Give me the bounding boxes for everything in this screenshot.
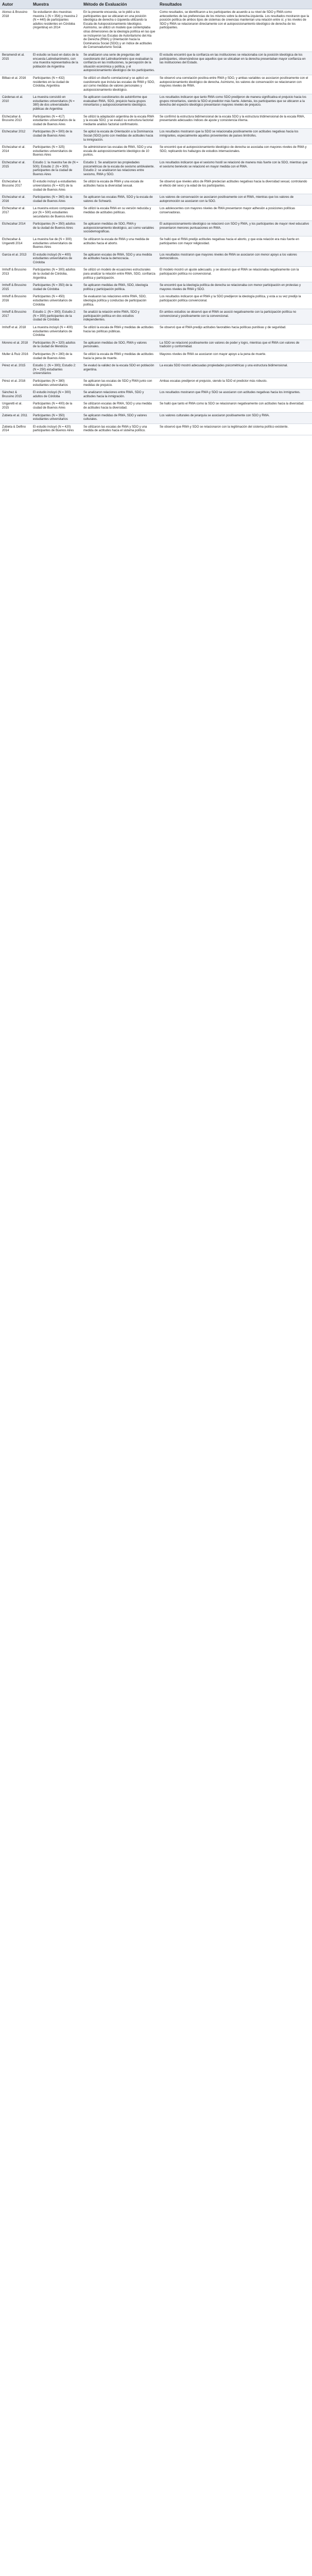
studies-table: [0, 0, 312, 435]
cell-metodo: Se analizaron una serie de preguntas del cuestionario del Latinobarómetro que evaluaban la confianza en las instituciones, la percepción de la situación económica y política, y el autoposicionamiento ideológico de los participantes.: [81, 52, 158, 75]
cell-metodo: Se aplicaron escalas de RWA, SDO y una medida de actitudes hacia la democracia.: [81, 251, 158, 267]
cell-autor: Pérez et al. 2015: [0, 363, 31, 378]
cell-muestra: La muestra fue de (N = 300) estudiantes universitarios de Buenos Aires: [31, 236, 81, 251]
cell-metodo: Se aplicó la escala de Orientación a la Dominancia Social (SDO) junto con medidas de actitudes hacia la inmigración.: [81, 129, 158, 144]
table-row: [0, 351, 312, 362]
table-row: [0, 236, 312, 251]
cell-muestra: Participantes (N = 500) de la ciudad de Buenos Aires: [31, 129, 81, 144]
cell-autor: Imhoff & Brussino 2017: [0, 309, 31, 325]
cell-resultados: El autoposicionamiento ideológico se relacionó con SDO y RWA, y los participantes de mayor nivel educativo presentaron menores puntuaciones en RWA.: [158, 221, 312, 236]
cell-autor: Etchezahar et al. 2016: [0, 194, 31, 206]
cell-muestra: Participantes (N = 380) estudiantes universitarios: [31, 378, 81, 389]
cell-autor: Muller & Ruiz 2016: [0, 351, 31, 362]
table-row: [0, 179, 312, 194]
cell-metodo: Se utilizó la escala de RWA y medidas de actitudes hacia las políticas públicas.: [81, 325, 158, 340]
cell-autor: Etchezahar & Brussino 2013: [0, 113, 31, 129]
cell-muestra: El estudio incluyó (N = 420) participantes de Buenos Aires: [31, 423, 81, 435]
cell-muestra: Participantes (N = 360) de la ciudad de Buenos Aires: [31, 194, 81, 206]
page: [0, 0, 312, 435]
cell-resultados: La escala SDO mostró adecuadas propiedades psicométricas y una estructura bidimensional.: [158, 363, 312, 378]
cell-resultados: Los resultados indicaron que el sexismo hostil se relacionó de manera más fuerte con la SDO, mientras que el sexismo benévolo se relacionó en mayor medida con el RWA.: [158, 160, 312, 179]
cell-muestra: El estudio incluyó (N = 300) adultos de Córdoba: [31, 389, 81, 401]
cell-metodo: Se analizaron relaciones entre RWA, SDO y actitudes hacia la inmigración.: [81, 389, 158, 401]
cell-metodo: Se aplicaron las escalas RWA, SDO y la escala de valores de Schwartz.: [81, 194, 158, 206]
cell-muestra: Participantes (N = 432) residentes en la ciudad de Córdoba, Argentina: [31, 75, 81, 94]
table-body: [0, 9, 312, 435]
cell-muestra: Estudio 1: la muestra fue de (N = 500); Estudio 2: (N = 300) participantes de la ciudad de Buenos Aires: [31, 160, 81, 179]
cell-autor: Garcia et al. 2013: [0, 251, 31, 267]
cell-resultados: Mayores niveles de RWA se asociaron con mayor apoyo a la pena de muerte.: [158, 351, 312, 362]
table-row: [0, 412, 312, 423]
cell-metodo: Se utilizó la adaptación argentina de la escala RWA y la escala SDO, y se evaluó su estructura factorial mediante análisis factorial confirmatorio.: [81, 113, 158, 129]
table-header: [0, 0, 312, 9]
cell-muestra: Estudio 1: (N = 300); Estudio 2: (N = 350) participantes de la ciudad de Córdoba: [31, 309, 81, 325]
table-row: [0, 160, 312, 179]
cell-autor: Etchezahar et al. 2015: [0, 160, 31, 179]
table-row: [0, 221, 312, 236]
cell-muestra: Participantes (N = 300) adultos de la ciudad de Córdoba, Argentina: [31, 267, 81, 282]
cell-resultados: Se halló que el RWA predijo actitudes negativas hacia el aborto, y que esta relación era más fuerte en participantes con mayor religiosidad.: [158, 236, 312, 251]
cell-muestra: Participantes (N = 350) adultos de la ciudad de Buenos Aires: [31, 221, 81, 236]
cell-muestra: El estudio incluyó (N = 400) estudiantes universitarios de Córdoba: [31, 251, 81, 267]
cell-muestra: Participantes (N = 400) de la ciudad de Buenos Aires: [31, 401, 81, 412]
header-autor: Autor: [0, 0, 31, 9]
table-row: [0, 113, 312, 129]
cell-autor: Moreno et al. 2018: [0, 340, 31, 351]
cell-metodo: Se aplicaron cuestionarios de autoinforme que evaluaban RWA, SDO, prejuicio hacia grupos minoritarios y autoposicionamiento ideológico.: [81, 94, 158, 113]
cell-resultados: Se observó que RWA y SDO se relacionaron con la legitimación del sistema político existente.: [158, 423, 312, 435]
table-row: [0, 144, 312, 160]
cell-resultados: Se observó una correlación positiva entre RWA y SDO, y ambas variables se asociaron positivamente con el autoposicionamiento ideológico de derecha. Asimismo, los valores de conservación se relacionaron con mayores niveles de RWA.: [158, 75, 312, 94]
cell-muestra: La muestra estuvo compuesta por (N = 500) estudiantes secundarios de Buenos Aires: [31, 206, 81, 221]
cell-resultados: En ambos estudios se observó que el RWA se asoció negativamente con la participación política no convencional y positivamente con la convencional.: [158, 309, 312, 325]
cell-autor: Zubieta et al. 2011: [0, 412, 31, 423]
cell-resultados: Se observó que niveles altos de RWA predecían actitudes negativas hacia la diversidad sexual, controlando el efecto del sexo y la edad de los participantes.: [158, 179, 312, 194]
cell-autor: Sánchez & Brussino 2015: [0, 389, 31, 401]
cell-muestra: Participantes (N = 350) de la ciudad de Córdoba: [31, 282, 81, 294]
cell-resultados: Los resultados mostraron que RWA y SDO se asociaron con actitudes negativas hacia los inmigrantes.: [158, 389, 312, 401]
cell-metodo: En la presente encuesta, se le pidió a los participantes que se ubicaran en una posición ideológica de derecha o izquierda utilizando la Escala de Autoposicionamiento Ideológico. Asimismo, se utilizó un modelo que contemplaba otras dimensiones de la ideología política en las que se incluyeron las Escalas de Autoritarismo del Ala de Derecha (RWA) y Orientación hacia la Dominancia Social (SDO) y un índice de actitudes de Conservadurismo Social.: [81, 9, 158, 52]
cell-metodo: Se evaluaron las relaciones entre RWA, SDO, ideología política y conductas de participación política.: [81, 294, 158, 309]
table-row: [0, 94, 312, 113]
cell-resultados: Los valores de conservación se asociaron positivamente con el RWA, mientras que los valores de autopromoción se asociaron con la SDO.: [158, 194, 312, 206]
table-row: [0, 401, 312, 412]
cell-muestra: Estudio 1: (N = 300); Estudio 2: (N = 250) estudiantes universitarios: [31, 363, 81, 378]
cell-autor: Beramendi et al. 2015: [0, 52, 31, 75]
cell-muestra: La muestra incluyó (N = 400) estudiantes universitarios de Córdoba: [31, 325, 81, 340]
header-metodo: Método de Evaluación: [81, 0, 158, 9]
cell-resultados: Se observó que el RWA predijo actitudes favorables hacia políticas punitivas y de seguridad.: [158, 325, 312, 340]
cell-autor: Cárdenas et al. 2010: [0, 94, 31, 113]
cell-autor: Etchezahar 2012: [0, 129, 31, 144]
cell-muestra: Se estudiaron dos muestras: muestra 1 (N = 354) y muestra 2 (N = 440) de participantes adultos residentes en Córdoba (Argentina) en 2014: [31, 9, 81, 52]
cell-resultados: Los resultados mostraron que mayores niveles de RWA se asociaron con menor apoyo a los valores democráticos.: [158, 251, 312, 267]
cell-autor: Imhoff & Brussino 2015: [0, 282, 31, 294]
cell-resultados: Se halló que tanto el RWA como la SDO se relacionaron negativamente con actitudes hacia la diversidad.: [158, 401, 312, 412]
table-row: [0, 75, 312, 94]
cell-metodo: Se aplicaron medidas de SDO, RWA y valores personales.: [81, 340, 158, 351]
cell-resultados: Ambas escalas predijeron el prejuicio, siendo la SDO el predictor más robusto.: [158, 378, 312, 389]
table-row: [0, 378, 312, 389]
cell-metodo: Se utilizó un modelo de ecuaciones estructurales para analizar la relación entre RWA, SDO, confianza política y participación.: [81, 267, 158, 282]
cell-metodo: Se aplicaron medidas de RWA, SDO y valores culturales.: [81, 412, 158, 423]
cell-autor: Etchezahar et al. 2014: [0, 144, 31, 160]
cell-resultados: Los resultados indicaron que el RWA y la SDO predijeron la ideología política, y esta a su vez predijo la participación política convencional.: [158, 294, 312, 309]
cell-autor: Etchezahar & Brussino 2017: [0, 179, 31, 194]
table-row: [0, 206, 312, 221]
cell-resultados: Los adolescentes con mayores niveles de RWA presentaron mayor adhesión a posiciones políticas conservadoras.: [158, 206, 312, 221]
table-row: [0, 129, 312, 144]
cell-metodo: Se utilizó la escala RWA en su versión reducida y medidas de actitudes políticas.: [81, 206, 158, 221]
header-resultados: Resultados: [158, 0, 312, 9]
cell-resultados: Los resultados indicaron que tanto RWA como SDO predijeron de manera significativa el prejuicio hacia los grupos minoritarios, siendo la SDO el predictor más fuerte. Además, los participantes que se ubicaron a la derecha del espectro ideológico presentaron mayores niveles de prejuicio.: [158, 94, 312, 113]
cell-muestra: Participantes (N = 350) estudiantes universitarios: [31, 412, 81, 423]
cell-metodo: Se administraron las escalas de RWA, SDO y una escala de autoposicionamiento ideológico de 10 puntos.: [81, 144, 158, 160]
table-row: [0, 52, 312, 75]
table-row: [0, 251, 312, 267]
cell-metodo: Se utilizaron escalas de RWA, SDO y una medida de actitudes hacia la diversidad.: [81, 401, 158, 412]
cell-metodo: Se analizó la relación entre RWA, SDO y participación política en dos estudios independientes.: [81, 309, 158, 325]
table-row: [0, 340, 312, 351]
cell-resultados: Se confirmó la estructura bidimensional de la escala SDO y la estructura tridimensional de la escala RWA, presentando adecuados índices de ajuste y consistencia interna.: [158, 113, 312, 129]
cell-metodo: Se utilizaron las escalas de RWA y SDO y una medida de actitudes hacia el sistema político.: [81, 423, 158, 435]
cell-muestra: Participantes (N = 417) estudiantes universitarios de la ciudad de Buenos Aires: [31, 113, 81, 129]
cell-autor: Etchezahar 2014: [0, 221, 31, 236]
header-row: [0, 0, 312, 9]
table-row: [0, 194, 312, 206]
table-row: [0, 389, 312, 401]
cell-muestra: El estudio incluyó a estudiantes universitarios (N = 420) de la ciudad de Buenos Aires: [31, 179, 81, 194]
cell-muestra: Participantes (N = 280) de la ciudad de Buenos Aires: [31, 351, 81, 362]
cell-metodo: Se utilizó un diseño correlacional y se aplicó un cuestionario que incluía las escalas de RWA y SDO, así como medidas de valores personales y autoposicionamiento ideológico.: [81, 75, 158, 94]
cell-resultados: El modelo mostró un ajuste adecuado, y se observó que el RWA se relacionaba negativamente con la participación política no convencional.: [158, 267, 312, 282]
cell-muestra: La muestra consistió en estudiantes universitarios (N = 380) de dos universidades públicas de Argentina: [31, 94, 81, 113]
table-row: [0, 282, 312, 294]
cell-metodo: Se aplicaron medidas de SDO, RWA y autoposicionamiento ideológico, así como variables sociodemográficas.: [81, 221, 158, 236]
cell-metodo: Se utilizaron la escala de RWA y una medida de actitudes hacia el aborto.: [81, 236, 158, 251]
cell-muestra: Participantes (N = 450) estudiantes universitarios de Córdoba: [31, 294, 81, 309]
cell-resultados: El estudio encontró que la confianza en las instituciones se relacionaba con la posición ideológica de los participantes, observándose que aquellos que se ubicaban en la derecha presentaban mayor confianza en las instituciones del Estado.: [158, 52, 312, 75]
table-row: [0, 423, 312, 435]
cell-resultados: Los valores culturales de jerarquía se asociaron positivamente con SDO y RWA.: [158, 412, 312, 423]
cell-autor: Bilbao et al. 2016: [0, 75, 31, 94]
cell-autor: Alonso & Brussino 2018: [0, 9, 31, 52]
cell-resultados: Como resultados, se identificaron a los participantes de acuerdo a su nivel de SDO y RWA como antecedentes de las preferencias de los mismos sobre la derecha-izquierda. Los resultados mostraron que la posición política de ambos tipos de sistemas de creencias mantenían una relación entre sí, y los niveles de SDO y RWA se relacionaron directamente con el autoposicionamiento ideológico de derecha de los participantes.: [158, 9, 312, 52]
cell-metodo: Estudio 1: Se analizaron las propiedades psicométricas de la escala de sexismo ambivalente. Estudio 2: se analizaron las relaciones entre sexismo, RWA y SDO.: [81, 160, 158, 179]
cell-metodo: Se evaluó la validez de la escala SDO en población argentina.: [81, 363, 158, 378]
table-row: [0, 267, 312, 282]
table-row: [0, 294, 312, 309]
cell-autor: Etchezahar & Ungaretti 2014: [0, 236, 31, 251]
table-row: [0, 363, 312, 378]
cell-autor: Imhoff & Brussino 2013: [0, 267, 31, 282]
cell-muestra: Participantes (N = 320) adultos de la ciudad de Mendoza: [31, 340, 81, 351]
cell-autor: Etchezahar et al. 2017: [0, 206, 31, 221]
cell-metodo: Se utilizó la escala de RWA y una escala de actitudes hacia la diversidad sexual.: [81, 179, 158, 194]
cell-autor: Imhoff et al. 2018: [0, 325, 31, 340]
cell-autor: Ungaretti et al. 2015: [0, 401, 31, 412]
cell-muestra: Participantes (N = 325) estudiantes universitarios de Buenos Aires: [31, 144, 81, 160]
cell-resultados: La SDO se relacionó positivamente con valores de poder y logro, mientras que el RWA con valores de tradición y conformidad.: [158, 340, 312, 351]
cell-metodo: Se aplicaron medidas de RWA, SDO, ideología política y participación política.: [81, 282, 158, 294]
cell-autor: Pérez et al. 2016: [0, 378, 31, 389]
cell-metodo: Se aplicaron las escalas de SDO y RWA junto con medidas de prejuicio.: [81, 378, 158, 389]
cell-metodo: Se utilizó la escala de RWA y medidas de actitudes hacia la pena de muerte.: [81, 351, 158, 362]
header-muestra: Muestra: [31, 0, 81, 9]
table-row: [0, 325, 312, 340]
cell-resultados: Se encontró que la ideología política de derecha se relacionaba con menor participación en protestas y mayores niveles de RWA y SDO.: [158, 282, 312, 294]
cell-resultados: Se encontró que el autoposicionamiento ideológico de derecha se asociaba con mayores niveles de RWA y SDO, replicando los hallazgos de estudios internacionales.: [158, 144, 312, 160]
cell-autor: Zubieta & Delfino 2014: [0, 423, 31, 435]
table-row: [0, 309, 312, 325]
table-row: [0, 9, 312, 52]
cell-muestra: El estudio se basó en datos de la encuesta Latinobarómetro, con una muestra representativa de la población de Argentina: [31, 52, 81, 75]
cell-resultados: Los resultados mostraron que la SDO se relacionaba positivamente con actitudes negativas hacia los inmigrantes, especialmente aquellos provenientes de países limítrofes.: [158, 129, 312, 144]
cell-autor: Imhoff & Brussino 2016: [0, 294, 31, 309]
